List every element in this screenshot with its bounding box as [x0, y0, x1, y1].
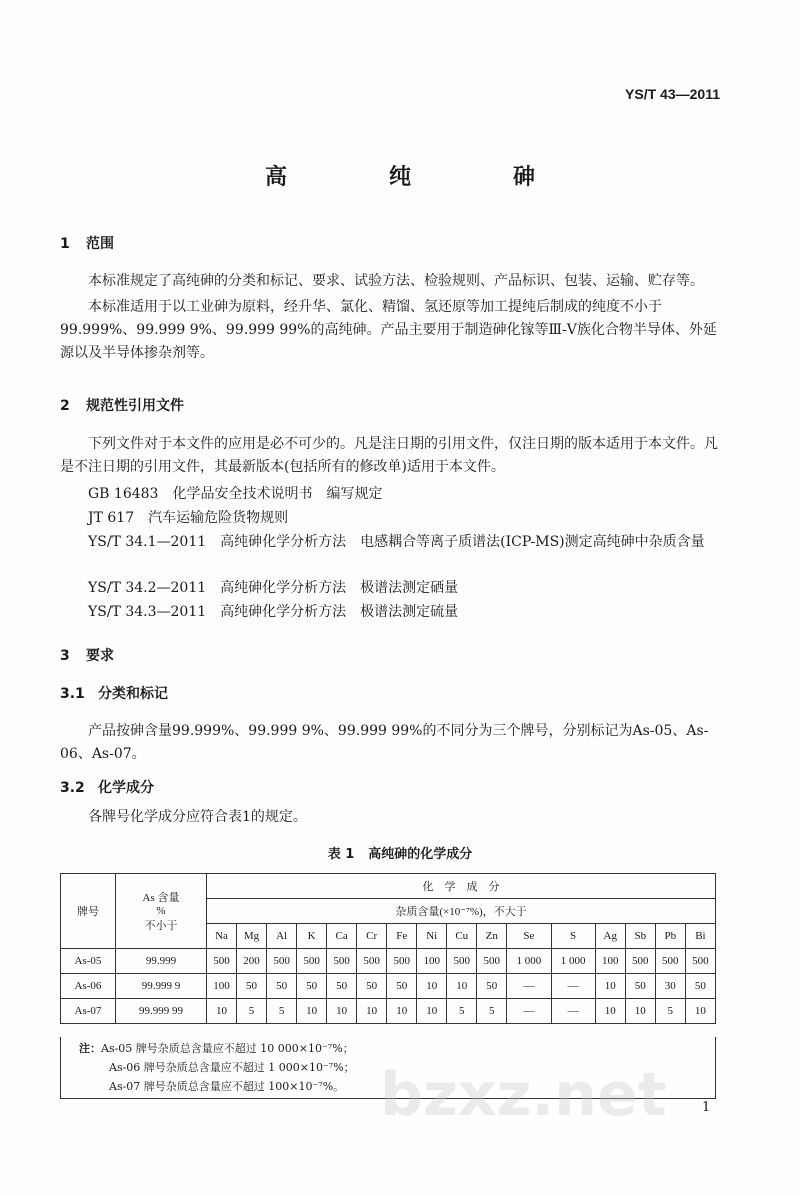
value-cell: 10	[297, 999, 327, 1024]
section-3-2-para: 各牌号化学成分应符合表1的规定。	[88, 809, 307, 825]
element-header: Ag	[595, 924, 625, 949]
element-header: Ca	[327, 924, 357, 949]
header-as-unit: %	[156, 905, 166, 917]
value-cell: 5	[655, 999, 685, 1024]
section-number: 3.1	[60, 686, 85, 702]
section-title: 要求	[86, 648, 114, 664]
section-number: 1	[60, 236, 70, 252]
element-header: K	[297, 924, 327, 949]
value-cell: 10	[327, 999, 357, 1024]
reference-code: GB 16483	[88, 486, 159, 502]
value-cell: 200	[237, 949, 267, 974]
reference-item	[88, 483, 382, 503]
reference-title: 高纯砷化学分析方法 电感耦合等离子质谱法(ICP-MS)测定高纯砷中杂质含量	[220, 534, 705, 550]
table-note	[79, 1039, 715, 1058]
reference-title: 高纯砷化学分析方法 极谱法测定硒量	[220, 580, 459, 596]
reference-title: 汽车运输危险货物规则	[148, 510, 289, 526]
value-cell: 500	[387, 949, 417, 974]
reference-item	[60, 531, 722, 554]
reference-title: 高纯砷化学分析方法 极谱法测定硫量	[220, 604, 459, 620]
section-title: 规范性引用文件	[86, 398, 184, 414]
section-2-heading	[60, 395, 184, 415]
section-number: 3.2	[60, 780, 85, 796]
value-cell: 500	[327, 949, 357, 974]
value-cell: 1 000	[507, 949, 551, 974]
value-cell: 50	[685, 974, 715, 999]
value-cell: 100	[207, 974, 237, 999]
chemical-composition-table	[60, 873, 716, 1024]
value-cell: 50	[297, 974, 327, 999]
header-as-content	[116, 874, 207, 949]
value-cell: 10	[595, 974, 625, 999]
value-cell: 500	[625, 949, 655, 974]
value-cell: —	[551, 999, 595, 1024]
section-3-1-heading	[60, 683, 168, 703]
value-cell: 500	[655, 949, 685, 974]
table-title: 高纯砷的化学成分	[368, 847, 473, 862]
as-content-cell: 99.999 99	[116, 999, 207, 1024]
value-cell: 30	[655, 974, 685, 999]
table-note: As-06 牌号杂质总含量应不超过 1 000×10⁻⁷%；	[109, 1061, 355, 1074]
value-cell: 10	[447, 974, 477, 999]
page-title: 高 纯 砷	[264, 165, 575, 190]
value-cell: 10	[387, 999, 417, 1024]
value-cell: 50	[357, 974, 387, 999]
section-number: 3	[60, 648, 70, 664]
table-number: 表 1	[327, 847, 355, 862]
element-header: Se	[507, 924, 551, 949]
reference-code: YS/T 34.3—2011	[88, 604, 207, 620]
header-grade: 牌号	[61, 874, 116, 949]
as-content-cell: 99.999 9	[116, 974, 207, 999]
element-header: Fe	[387, 924, 417, 949]
reference-code: YS/T 34.1—2011	[88, 534, 207, 550]
grade-cell: As-07	[61, 999, 116, 1024]
table-row	[61, 949, 716, 974]
value-cell: 500	[207, 949, 237, 974]
section-3-1-para: 产品按砷含量99.999%、99.999 9%、99.999 99%的不同分为三个牌号，分别标记为As-05、As-06、As-07。	[60, 723, 709, 762]
section-3-heading	[60, 645, 114, 665]
value-cell: 5	[267, 999, 297, 1024]
value-cell: 1 000	[551, 949, 595, 974]
section-title: 范围	[86, 236, 114, 252]
element-header: Na	[207, 924, 237, 949]
element-header: Cr	[357, 924, 387, 949]
document-code: YS/T 43—2011	[625, 86, 720, 102]
value-cell: 500	[477, 949, 507, 974]
reference-item	[88, 507, 288, 527]
note-label: 注：	[79, 1042, 101, 1055]
element-header: Sb	[625, 924, 655, 949]
grade-cell: As-05	[61, 949, 116, 974]
note-text: As-05 牌号杂质总含量应不超过 10 000×10⁻⁷%；	[101, 1042, 354, 1055]
table-row	[61, 974, 716, 999]
reference-item	[88, 601, 458, 621]
section-1-para-1: 本标准规定了高纯砷的分类和标记、要求、试验方法、检验规则、产品标识、包装、运输、贮存等。	[88, 273, 704, 289]
element-header: Bi	[685, 924, 715, 949]
reference-code: YS/T 34.2—2011	[88, 580, 207, 596]
section-title: 化学成分	[98, 780, 154, 796]
value-cell: 10	[685, 999, 715, 1024]
value-cell: 50	[267, 974, 297, 999]
section-2-para-1: 下列文件对于本文件的应用是必不可少的。凡是注日期的引用文件，仅注日期的版本适用于本文件。凡是不注日期的引用文件，其最新版本(包括所有的修改单)适用于本文件。	[60, 436, 718, 475]
header-as-label: As 含量	[142, 892, 180, 904]
as-content-cell: 99.999	[116, 949, 207, 974]
value-cell: 500	[685, 949, 715, 974]
reference-title: 化学品安全技术说明书 编写规定	[172, 486, 383, 502]
watermark: bzxz.net	[380, 1060, 667, 1130]
reference-item	[88, 577, 458, 597]
value-cell: 100	[417, 949, 447, 974]
value-cell: 500	[267, 949, 297, 974]
section-3-2-heading	[60, 777, 154, 797]
element-header: Zn	[477, 924, 507, 949]
grade-cell: As-06	[61, 974, 116, 999]
value-cell: 10	[357, 999, 387, 1024]
element-header: Pb	[655, 924, 685, 949]
element-header: Mg	[237, 924, 267, 949]
header-as-limit: 不小于	[144, 920, 178, 932]
value-cell: 500	[297, 949, 327, 974]
section-1-heading	[60, 233, 114, 253]
value-cell: 50	[625, 974, 655, 999]
value-cell: 5	[477, 999, 507, 1024]
value-cell: 50	[387, 974, 417, 999]
table-caption	[0, 843, 800, 862]
value-cell: —	[551, 974, 595, 999]
value-cell: 10	[625, 999, 655, 1024]
element-header: Ni	[417, 924, 447, 949]
element-header: S	[551, 924, 595, 949]
value-cell: 10	[595, 999, 625, 1024]
element-header: Al	[267, 924, 297, 949]
value-cell: 500	[357, 949, 387, 974]
value-cell: 10	[417, 974, 447, 999]
value-cell: 50	[327, 974, 357, 999]
header-chemical-composition: 化 学 成 分	[207, 874, 716, 899]
value-cell: 50	[237, 974, 267, 999]
value-cell: —	[507, 999, 551, 1024]
value-cell: 500	[447, 949, 477, 974]
section-1-para-2: 本标准适用于以工业砷为原料，经升华、氯化、精馏、氢还原等加工提纯后制成的纯度不小于99.999%、99.999 9%、99.999 99%的高纯砷。产品主要用于制造砷化镓等Ⅲ-Ⅴ族化合物半导体、外延源以及半导体掺杂剂等。	[60, 299, 717, 361]
value-cell: 100	[595, 949, 625, 974]
value-cell: 5	[237, 999, 267, 1024]
header-impurity-content: 杂质含量(×10⁻⁷%)，不大于	[207, 899, 716, 924]
value-cell: 50	[477, 974, 507, 999]
element-header: Cu	[447, 924, 477, 949]
section-title: 分类和标记	[98, 686, 168, 702]
table-row	[61, 999, 716, 1024]
page-number: 1	[702, 1100, 711, 1115]
table-note: As-07 牌号杂质总含量应不超过 100×10⁻⁷%。	[109, 1080, 345, 1093]
reference-code: JT 617	[88, 510, 135, 526]
value-cell: 5	[447, 999, 477, 1024]
value-cell: 10	[417, 999, 447, 1024]
value-cell: 10	[207, 999, 237, 1024]
value-cell: —	[507, 974, 551, 999]
section-number: 2	[60, 398, 70, 414]
